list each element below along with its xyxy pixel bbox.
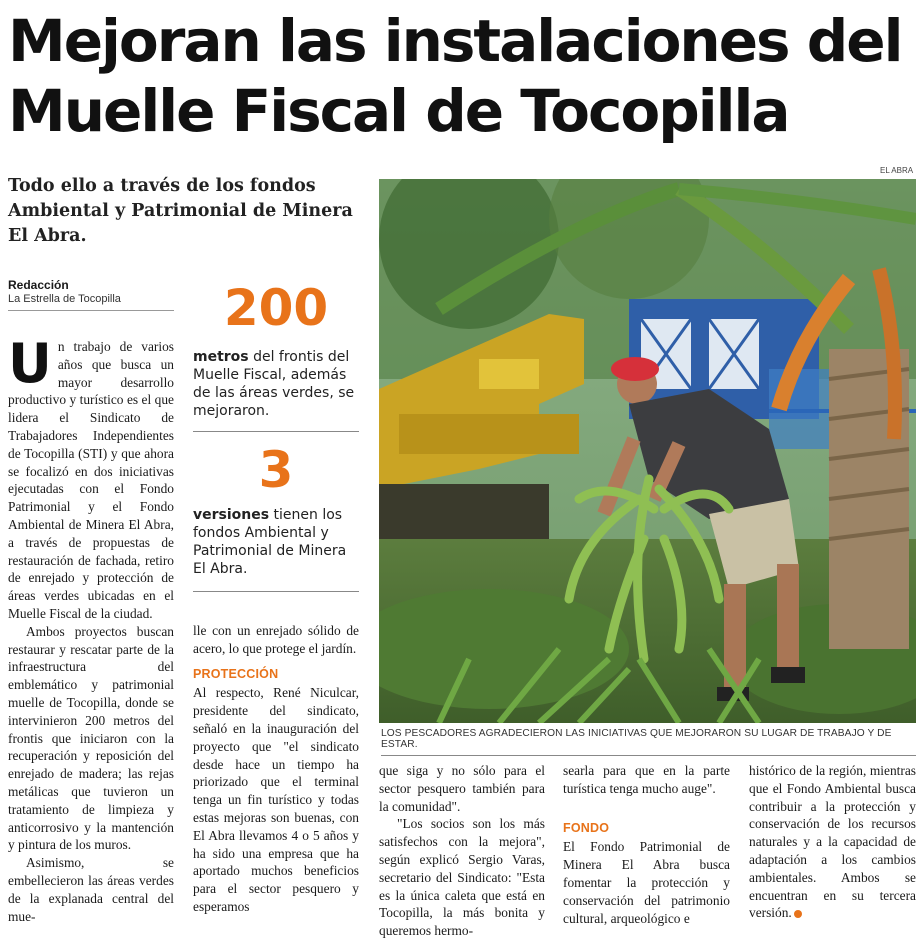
subheadline: Todo ello a través de los fondos Ambiental y Patrimonial de Minera El Abra. — [8, 176, 353, 246]
stat-description-1 — [193, 348, 359, 420]
headline-line-1: Mejoran las instalaciones del — [8, 7, 902, 75]
section-heading-proteccion: PROTECCIÓN — [193, 666, 279, 681]
byline — [8, 278, 174, 311]
stat-number-3: 3 — [258, 441, 294, 499]
stats-box — [193, 278, 359, 592]
stats-divider-2 — [193, 591, 359, 592]
col5-paragraph-1: histórico de la región, mientras que el Fondo Ambiental busca contribuir a la protección y conservación de los recursos naturales y a la capacidad de adaptación a los cambios ambientales. Ambos se encuentran en su tercera versión. — [749, 763, 916, 921]
body-column-1 — [8, 332, 174, 925]
col3-paragraph-2: "Los socios son los más satisfechos con la mejora", según explicó Sergio Varas, secretario del Sindicato: "Esta es la única caleta que está en Tocopilla, la más bonita y queremos hermo- — [379, 816, 545, 939]
stat-bold-2: versiones — [193, 507, 270, 523]
byline-role: Redacción — [8, 278, 69, 292]
col4-paragraph-2: El Fondo Patrimonial de Minera El Abra busca fomentar la protección y conservación del patrimonio cultural, arqueológico e — [563, 839, 730, 926]
photo-credit: EL ABRA — [880, 166, 914, 175]
byline-paper: La Estrella de Tocopilla — [8, 293, 121, 305]
stat-bold-1: metros — [193, 349, 249, 365]
col3-paragraph-1: que siga y no sólo para el sector pesquero también para la comunidad". — [379, 763, 545, 814]
col1-paragraph-2: Ambos proyectos buscan restaurar y rescatar parte de la infraestructura del emblemático y patrimonial muelle de Tocopilla, donde se intervinieron 200 metros del frontis que iniciaron con la recuperación y reposición del enrejado de madera; las rejas metálicas que tuvieron un tratamiento de limpieza y anticorrosivo y la mantención y pintura de los muros. — [8, 623, 174, 853]
stat-description-2 — [193, 506, 359, 578]
end-of-article-icon — [794, 910, 802, 918]
body-column-2 — [193, 622, 359, 916]
col2-paragraph-2: Al respecto, René Niculcar, presidente del sindicato, señaló en la inauguración del proyecto que "el sindicato desde hace un tiempo ha priorizado que el terminal tenga un fin turístico y todas estas mejoras son buenas, con El Abra llevamos 4 o 5 años y ha sido una empresa que ha aportado muchos beneficios para el sector pesquero y esperamos — [193, 685, 359, 914]
drop-cap: U — [8, 332, 52, 395]
col2-paragraph-1: lle con un enrejado sólido de acero, lo que protege el jardín. — [193, 623, 359, 656]
col1-paragraph-1: n trabajo de varios años que busca un mayor desarrollo productivo y turístico es el que lidera el Sindicato de Trabajadores Independientes de Tocopilla (STI) y que ahora se focalizó en dos iniciativas ejecutadas con el Fondo Patrimonial y el Fondo Ambiental de Minera El Abra, a través de propuestas de restauración de fachada, retiro de enrejado y protección de áreas verdes ubicadas en el Muelle Fiscal de la ciudad. — [8, 339, 174, 621]
photo-fisherman-garden — [379, 179, 916, 723]
body-column-5 — [749, 762, 916, 922]
stat-number-200: 200 — [223, 279, 329, 337]
stats-divider-1 — [193, 431, 359, 432]
headline-line-2: Muelle Fiscal de Tocopilla — [8, 77, 789, 145]
section-heading-fondo: FONDO — [563, 820, 610, 835]
body-column-3 — [379, 762, 545, 940]
headline — [8, 6, 918, 146]
photo-caption: LOS PESCADORES AGRADECIERON LAS INICIATIVAS QUE MEJORARON SU LUGAR DE TRABAJO Y DE ESTAR. — [381, 728, 916, 756]
col4-paragraph-1: searla para que en la parte turística tenga mucho auge". — [563, 763, 730, 796]
stat-rest-1: del frontis del Muelle Fiscal, además de las áreas verdes, se mejoraron. — [193, 349, 355, 419]
col1-paragraph-3: Asimismo, se embellecieron las áreas verdes de la explanada central del mue- — [8, 855, 174, 924]
stat-rest-2: tienen los fondos Ambiental y Patrimonial de Minera El Abra. — [193, 507, 347, 577]
body-column-4 — [563, 762, 730, 927]
